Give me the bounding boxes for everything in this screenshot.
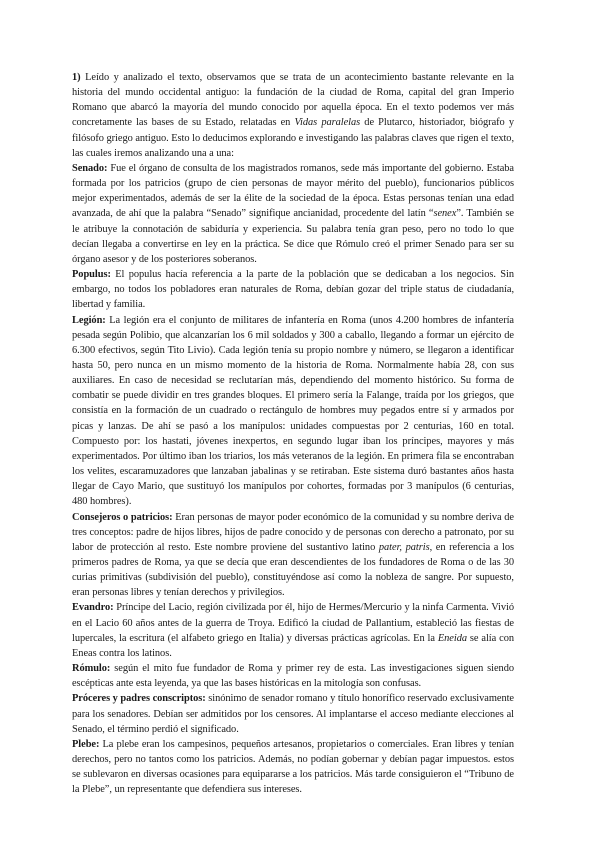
senado-latin-word: senex	[433, 208, 457, 220]
intro-paragraph	[72, 70, 514, 161]
senado-term: Senado:	[72, 162, 108, 174]
consejeros-paragraph	[72, 510, 514, 601]
romulo-term: Rómulo:	[72, 663, 111, 675]
legion-paragraph	[72, 313, 514, 510]
consejeros-term: Consejeros o patricios:	[72, 511, 173, 523]
evandro-term: Evandro:	[72, 602, 114, 614]
consejeros-text-continued: , en referencia a los primeros padres de Roma, ya que se decía que eran descendientes de los fundadores de Roma o de las 30 curias primitivas (subdivisión del pueblo), constituyéndose así como la nobleza de sangre. Por supuesto, eran personas libres y tenían derechos y privilegios.	[72, 541, 514, 599]
legion-term: Legión:	[72, 314, 106, 326]
evandro-text: Príncipe del Lacio, región civilizada por él, hijo de Hermes/Mercurio y la ninfa Carmenta. Vivió en el Lacio 60 años antes de la guerra de Troya. Edificó la ciudad de Pallantium, estableció las fiestas de lupercales, la escritura (el alfabeto griego en Italia) y diversas prácticas agrícolas. En la	[72, 602, 514, 644]
intro-text-continued: de Plutarco, historiador, biógrafo y filósofo griego antiguo. Esto lo deducimos explorando e investigando las palabras claves que rigen el texto, las cuales iremos analizando una a una:	[72, 117, 515, 159]
senado-paragraph	[72, 161, 514, 267]
romulo-paragraph	[72, 661, 514, 691]
populus-term: Populus:	[72, 269, 111, 281]
plebe-paragraph	[72, 737, 514, 798]
proceres-paragraph	[72, 691, 514, 736]
consejeros-latin-word: pater, patris	[378, 541, 430, 553]
plebe-term: Plebe:	[72, 738, 100, 750]
work-title: Vidas paralelas	[294, 117, 361, 129]
senado-text: Fue el órgano de consulta de los magistrados romanos, sede más importante del gobierno. Estaba formada por los patricios (grupo de cien personas de mayor mérito del pueblo), funcionarios públicos mejor experimentados, además de ser la élite de la sociedad de la época. Estas personas tenían una edad avanzada, de ahí que la palabra “Senado” signifique ancianidad, procedente del latín “	[72, 162, 514, 220]
consejeros-text: Eran personas de mayor poder económico de la comunidad y su nombre deriva de tres conceptos: padre de hijos libres, hijos de padre conocido y de personas con derecho a patronato, por su labor de protección al resto. Este nombre proviene del sustantivo latino	[72, 511, 514, 553]
section-number: 1)	[72, 72, 81, 83]
senado-text-continued: ”. También se le atribuye la connotación de sabiduría y experiencia. Su palabra tenía gran peso, pero no todo lo que decían llegaba a convertirse en ley en la práctica. Se dice que Rómulo creó el primer Senado para ser su órgano asesor y de los posteriores soberanos.	[72, 208, 514, 265]
proceres-text: sinónimo de senador romano y título honorífico reservado exclusivamente para los senadores. Debían ser admitidos por los censores. Al implantarse el acceso mediante elecciones al Senado, el término perdió el significado.	[72, 693, 514, 735]
proceres-term: Próceres y padres conscriptos:	[72, 693, 206, 705]
evandro-paragraph	[72, 600, 514, 661]
intro-text: Leído y analizado el texto, observamos que se trata de un acontecimiento bastante relevante en la historia del mundo occidental antiguo: la fundación de la ciudad de Roma, capital del gran Imperio Romano que abarcó la mayoría del mundo conocido por aquella época. En el texto podemos ver más concretamente las bases de su Estado, relatadas en	[72, 72, 514, 129]
plebe-text: La plebe eran los campesinos, pequeños artesanos, propietarios o comerciales. Eran libres y tenían derechos, pero no tantos como los patricios. Además, no podían gobernar y debían pagar impuestos. estos se sublevaron en diversas ocasiones para equipararse a los patricios. Más tarde consiguieron el “Tribuno de la Plebe”, un representante que defendiera sus intereses.	[72, 738, 514, 796]
romulo-text: según el mito fue fundador de Roma y primer rey de esta. Las investigaciones siguen siendo escépticas ante esta leyenda, ya que las bases históricas en la mitología son confusas.	[72, 663, 514, 690]
evandro-text-continued: se alía con Eneas contra los latinos.	[72, 632, 514, 659]
eneida-title: Eneida	[437, 632, 467, 644]
populus-paragraph	[72, 267, 514, 312]
populus-text: El populus hacía referencia a la parte de la población que se dedicaban a los negocios. Sin embargo, no todos los pobladores eran naturales de Roma, debían gozar del triple status de ciudadanía, libertad y familia.	[72, 269, 514, 311]
legion-text: La legión era el conjunto de militares de infantería en Roma (unos 4.200 hombres de infantería pesada según Polibio, que alcanzarían los 6 mil soldados y 300 a caballo, llegando a formar un ejército de 6.300 efectivos, según Tito Livio). Cada legión tenía su propio nombre y número, se llegaron a identificar hasta 50, pero nunca en un mismo momento de la historia de Roma. Normalmente había 28, con sus auxiliares. En caso de necesidad se reclutarían más, dependiendo del momento histórico. Su forma de combatir se puede dividir en tres grandes bloques. El primero sería la Falange, traída por los griegos, que consistía en la formación de un cuadrado o rectángulo de hombres muy pegados entre sí y armados por picas y lanzas. De ahí se pasó a los manípulos: unidades compuestas por 2 centurias, 160 en total. Compuesto por: los hastati, jóvenes inexpertos, en segundo lugar iban los príncipes, mayores y más experimentados. Por último iban los triarios, los más veteranos de la legión. En primera fila se encontraban los velites, escaramuzadores que lanzaban jabalinas y se retiraban. Este sistema duró bastantes años hasta llegar de Cayo Mario, que sustituyó los manípulos por cohortes, formadas por 3 manípulos (6 centurias, 480 hombres).	[72, 314, 514, 508]
